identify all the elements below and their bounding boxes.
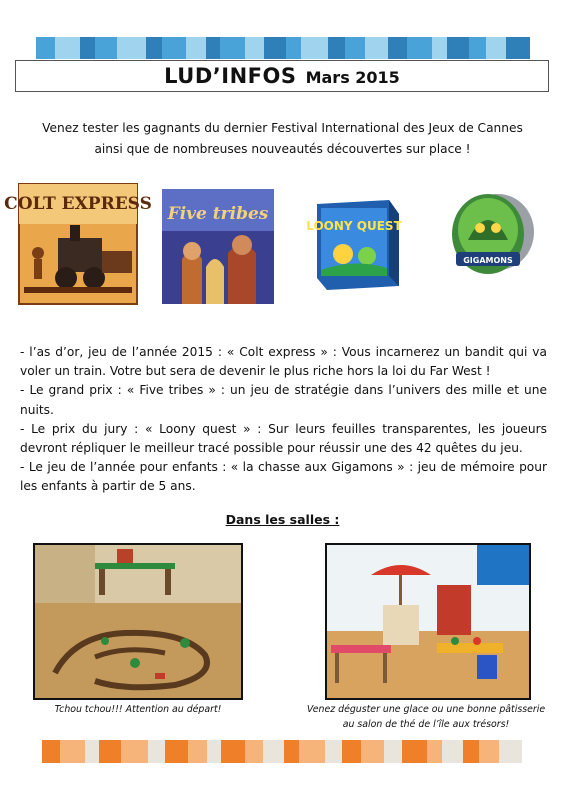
- tea-caption-line-1: Venez déguster une glace ou une bonne pâtisserie: [306, 704, 546, 715]
- band-tile: [284, 740, 299, 763]
- tea-room-photo: [325, 543, 531, 700]
- band-tile: [121, 740, 149, 763]
- band-tile: [60, 740, 85, 763]
- band-tile: [301, 37, 328, 59]
- band-tile: [469, 37, 486, 59]
- band-tile: [85, 740, 100, 763]
- award-as-dor: - l’as d’or, jeu de l’année 2015 : « Colt express » : Vous incarnerez un bandit qui va voler un train. Votre but sera de devenir le plus riche hors la loi du Far West !: [20, 345, 547, 379]
- band-tile: [407, 37, 432, 59]
- loony-quest-box-image: [306, 194, 404, 292]
- band-tile: [365, 37, 389, 59]
- band-tile: [486, 37, 506, 59]
- loony-quest-box-title: LOONY QUEST: [306, 219, 402, 233]
- awards-description: [20, 343, 547, 497]
- band-tile: [342, 740, 362, 763]
- newsletter-title: LUD’INFOS: [164, 64, 297, 88]
- band-tile: [427, 740, 442, 763]
- decorative-band-top: [36, 37, 530, 59]
- band-tile: [506, 37, 530, 59]
- band-tile: [206, 37, 219, 59]
- band-tile: [325, 740, 341, 763]
- five-tribes-box-title: Five tribes: [167, 204, 269, 224]
- newsletter-date: Mars 2015: [305, 68, 400, 87]
- five-tribes-box-image: [162, 189, 274, 304]
- band-tile: [442, 740, 463, 763]
- gigamons-box-image: [444, 190, 536, 278]
- band-tile: [328, 37, 345, 59]
- band-tile: [188, 740, 208, 763]
- band-tile: [402, 740, 427, 763]
- band-tile: [99, 740, 120, 763]
- band-tile: [245, 37, 264, 59]
- colt-express-box-image: [4, 183, 152, 305]
- band-tile: [499, 740, 522, 763]
- band-tile: [220, 37, 245, 59]
- band-tile: [162, 37, 186, 59]
- band-tile: [117, 37, 146, 59]
- band-tile: [479, 740, 499, 763]
- newsletter-title-box: [15, 60, 549, 92]
- band-tile: [299, 740, 325, 763]
- band-tile: [245, 740, 263, 763]
- band-tile: [263, 740, 284, 763]
- band-tile: [286, 37, 301, 59]
- band-tile: [146, 37, 163, 59]
- band-tile: [345, 37, 365, 59]
- band-tile: [361, 740, 384, 763]
- band-tile: [221, 740, 246, 763]
- band-tile: [207, 740, 220, 763]
- award-prix-jury: - Le prix du jury : « Loony quest » : Sur leurs feuilles transparentes, les joueurs devront répliquer le meilleur tracé possible pour réussir une des 42 quêtes du jeu.: [20, 421, 547, 456]
- colt-express-box-title: COLT EXPRESS: [4, 194, 152, 214]
- band-tile: [55, 37, 80, 59]
- tea-photo-caption: [295, 702, 557, 732]
- band-tile: [186, 37, 206, 59]
- band-tile: [264, 37, 286, 59]
- band-tile: [447, 37, 469, 59]
- band-tile: [148, 740, 164, 763]
- band-tile: [42, 740, 60, 763]
- train-room-photo: [33, 543, 243, 700]
- gigamons-box-title: GIGAMONS: [463, 256, 513, 265]
- decorative-band-bottom: [42, 740, 522, 763]
- band-tile: [432, 37, 447, 59]
- band-tile: [463, 740, 479, 763]
- band-tile: [165, 740, 188, 763]
- band-tile: [384, 740, 402, 763]
- band-tile: [388, 37, 407, 59]
- intro-line-2: ainsi que de nombreuses nouveautés découvertes sur place !: [94, 142, 471, 156]
- band-tile: [80, 37, 95, 59]
- intro-text: [20, 118, 545, 160]
- award-grand-prix: - Le grand prix : « Five tribes » : un jeu de stratégie dans l’univers des mille et une nuits.: [20, 383, 547, 417]
- band-tile: [36, 37, 55, 59]
- award-enfants: - Le jeu de l’année pour enfants : « la chasse aux Gigamons » : jeu de mémoire pour les enfants à partir de 5 ans.: [20, 460, 547, 494]
- band-tile: [95, 37, 117, 59]
- train-photo-caption: Tchou tchou!!! Attention au départ!: [54, 704, 222, 715]
- tea-caption-line-2: au salon de thé de l’île aux trésors!: [342, 719, 510, 730]
- salles-heading: Dans les salles :: [225, 512, 340, 527]
- intro-line-1: Venez tester les gagnants du dernier Festival International des Jeux de Cannes: [42, 121, 523, 135]
